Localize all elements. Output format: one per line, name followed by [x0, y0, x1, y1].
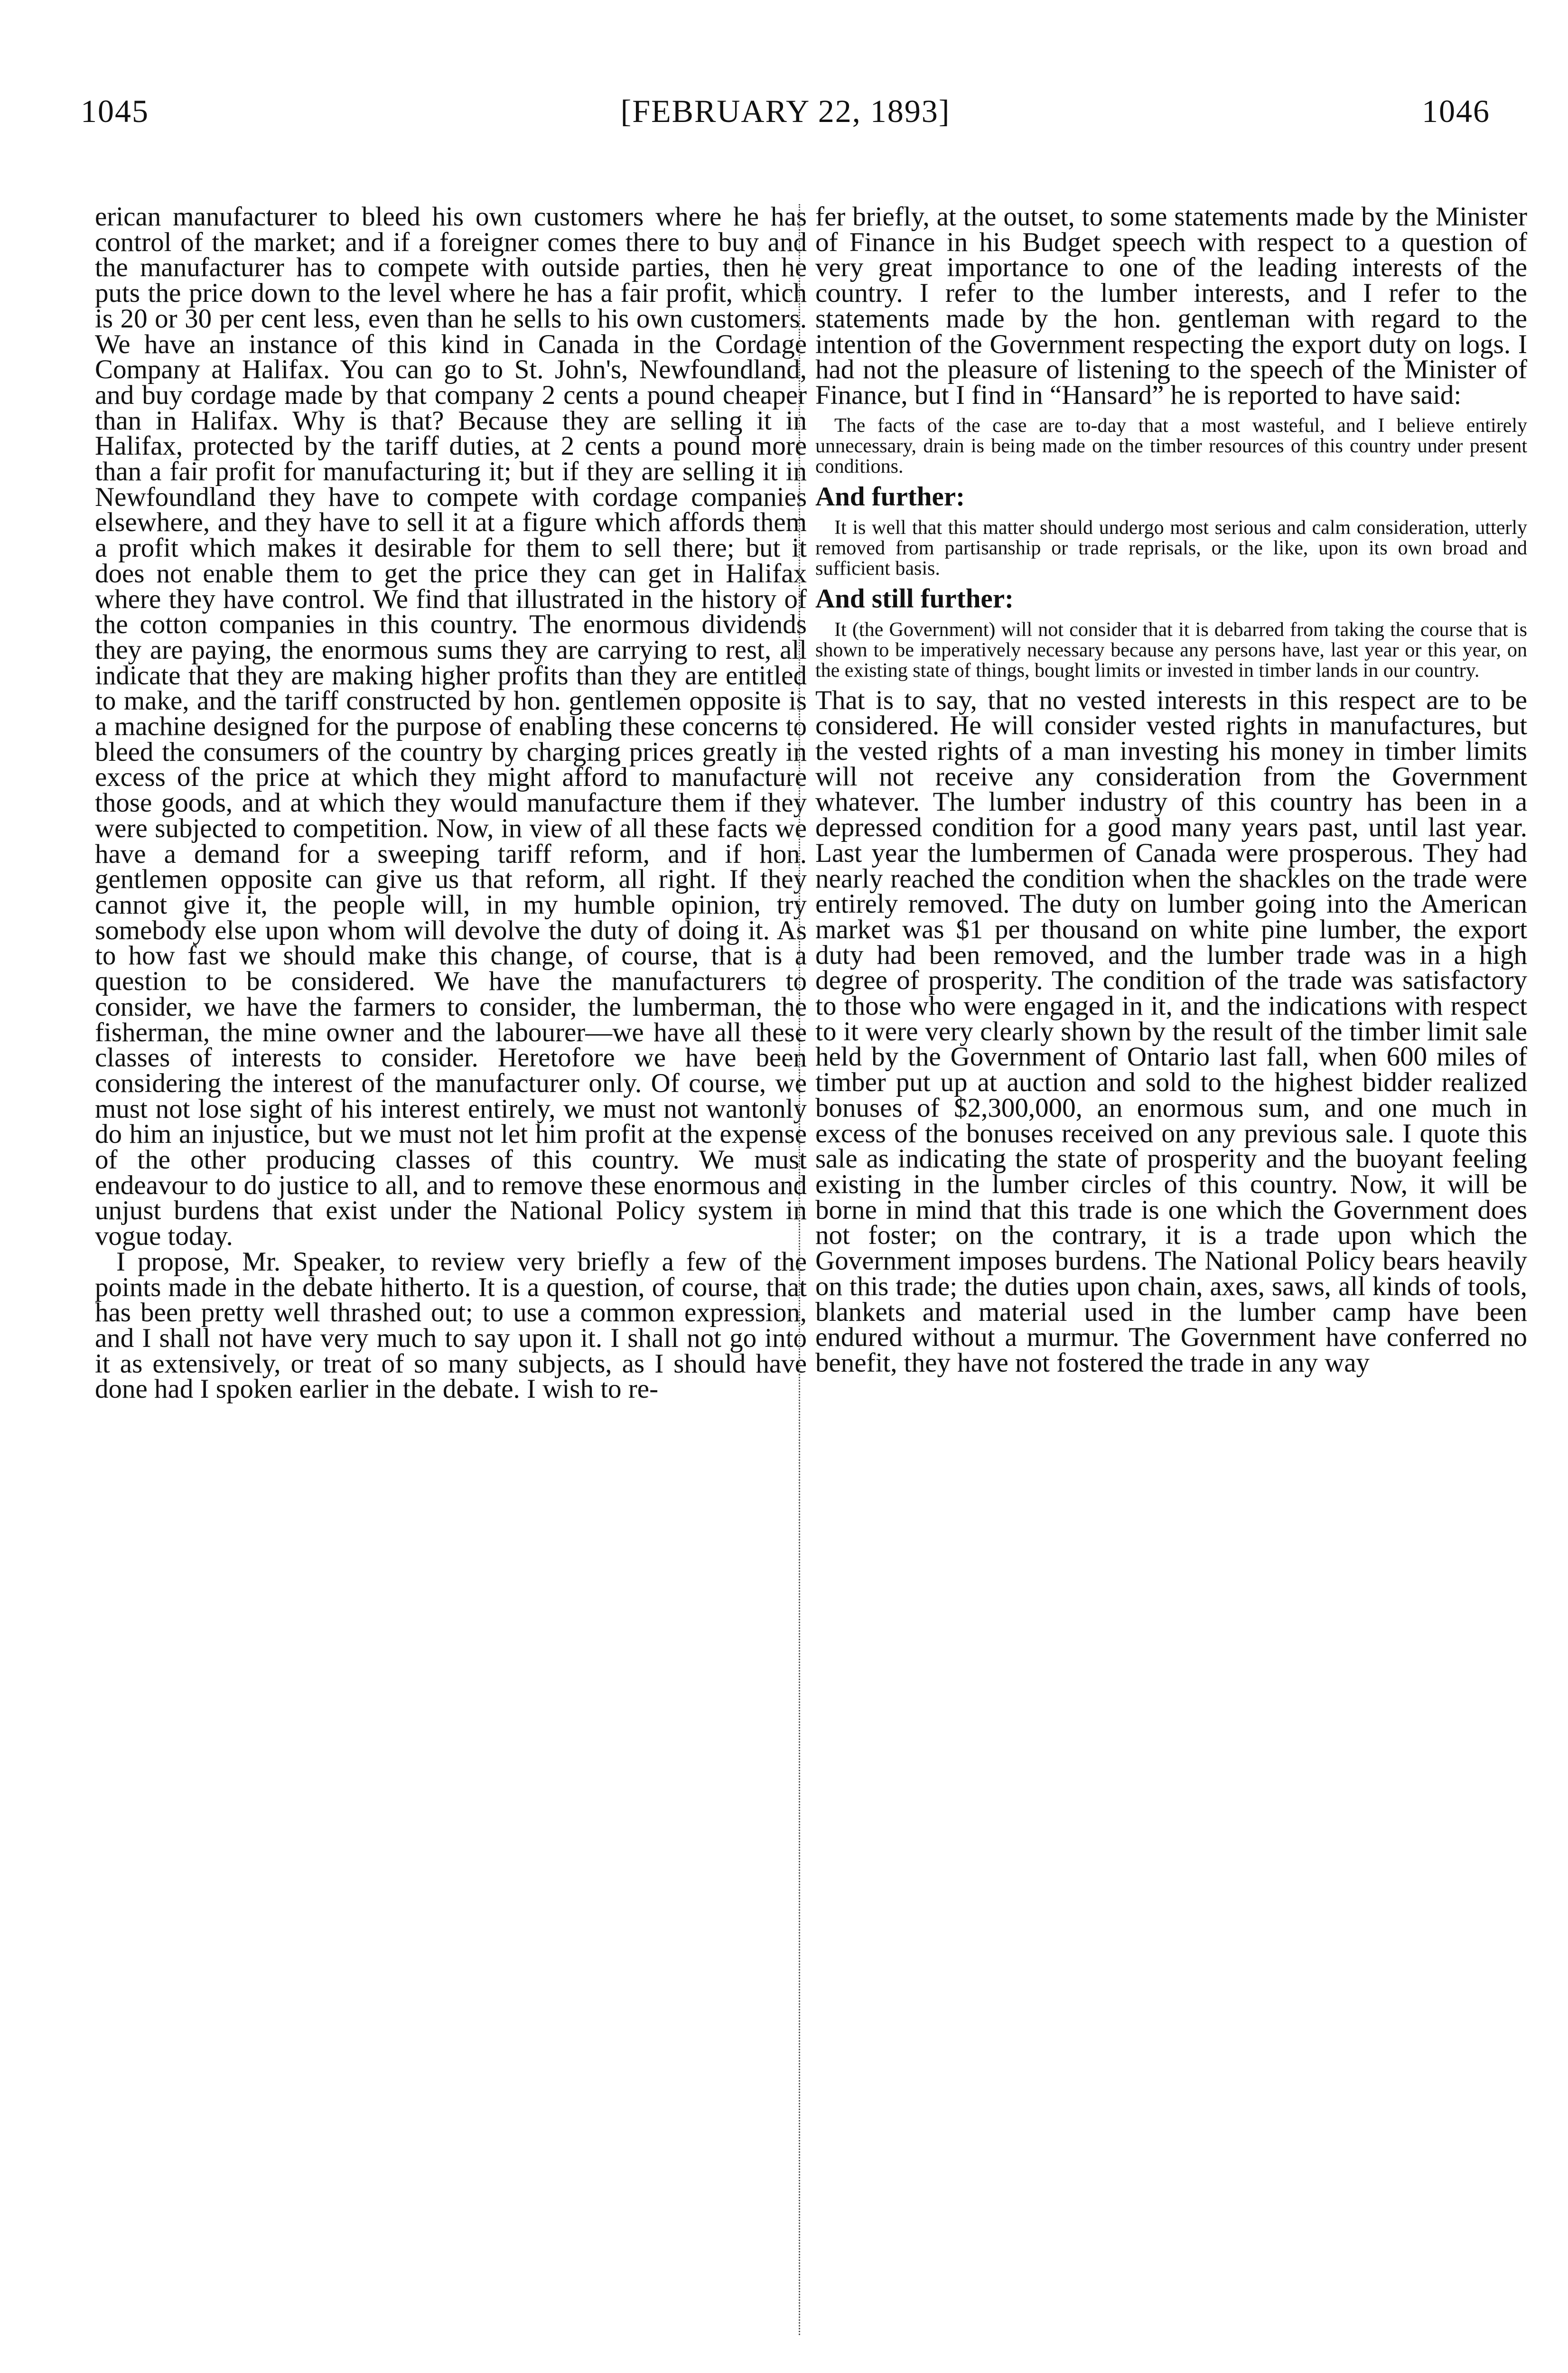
right-intro-paragraph: fer briefly, at the outset, to some statements made by the Minister of Finance in his Budget speech with respect to a question of very great importance to one of the leading interests of the country. I refer to the lumber interests, and I refer to the statements made by the hon. gentleman with regard to the intention of the Government respecting the export duty on logs. I had not the pleasure of listening to the speech of the Minister of Finance, but I find in “Hansard” he is reported to have said:	[815, 202, 1527, 410]
lead-in-2: And still further:	[815, 583, 1014, 614]
right-body-paragraph: That is to say, that no vested interests in this respect are to be considered. He will consider vested rights in manufactures, but the vested rights of a man investing his money in timber limits will not receive any consideration from the Government whatever. The lumber industry of this country has been in a depressed condition for a good many years past, until last year. Last year the lumbermen of Canada were prosperous. They had nearly reached the condition when the shackles on the trade were entirely removed. The duty on lumber going into the American market was $1 per thousand on white pine lumber, the export duty had been removed, and the lumber trade was in a high degree of prosperity. The condition of the trade was satisfactory to those who were engaged in it, and the indications with respect to it were very clearly shown by the result of the timber limit sale held by the Government of Ontario last fall, when 600 miles of timber put up at auction and sold to the highest bidder realized bonuses of $2,300,000, an enormous sum, and one much in excess of the bonuses received on any previous sale. I quote this sale as indicating the state of prosperity and the buoyant feeling existing in the lumber circles of this country. Now, it will be borne in mind that this trade is one which the Government does not foster; on the contrary, it is a trade upon which the Government imposes burdens. The National Policy bears heavily on this trade; the duties upon chain, axes, saws, all kinds of tools, blankets and material used in the lumber camp have been endured without a murmur. The Government have conferred no benefit, they have not fostered the trade in any way	[815, 685, 1527, 1378]
left-page-number: 1045	[81, 93, 149, 129]
left-column	[95, 204, 807, 1402]
quote-3: It (the Government) will not consider that it is debarred from taking the course that is shown to be imperatively necessary because any persons have, last year or this year, on the existing state of things, bought limits or invested in timber lands in our country.	[815, 618, 1527, 682]
lead-in-1: And further:	[815, 481, 965, 512]
page-date: [FEBRUARY 22, 1893]	[620, 93, 951, 129]
quote-1: The facts of the case are to-day that a most wasteful, and I believe entirely unnecessary, drain is being made on the timber resources of this country under present conditions.	[815, 414, 1527, 477]
left-paragraph-1: erican manufacturer to bleed his own customers where he has control of the market; and if a foreigner comes there to buy and the manufacturer has to compete with outside parties, then he puts the price down to the level where he has a fair profit, which is 20 or 30 per cent less, even than he sells to his own customers. We have an instance of this kind in Canada in the Cordage Company at Halifax. You can go to St. John's, Newfoundland, and buy cordage made by that company 2 cents a pound cheaper than in Halifax. Why is that? Because they are selling it in Halifax, protected by the tariff duties, at 2 cents a pound more than a fair profit for manufacturing it; but if they are selling it in Newfoundland they have to compete with cordage companies elsewhere, and they have to sell it at a figure which affords them a profit which makes it desirable for them to sell there; but it does not enable them to get the price they can get in Halifax where they have control. We find that illustrated in the history of the cotton companies in this country. The enormous dividends they are paying, the enormous sums they are carrying to rest, all indicate that they are making higher profits than they are entitled to make, and the tariff constructed by hon. gentlemen opposite is a machine designed for the purpose of enabling these concerns to bleed the consumers of the country by charging prices greatly in excess of the price at which they might afford to manufacture those goods, and at which they would manufacture them if they were subjected to competition. Now, in view of all these facts we have a demand for a sweeping tariff reform, and if hon. gentlemen opposite can give us that reform, all right. If they cannot give it, the people will, in my humble opinion, try somebody else upon whom will devolve the duty of doing it. As to how fast we should make this change, of course, that is a question to be considered. We have the manufacturers to consider, we have the farmers to consider, the lumberman, the fisherman, the mine owner and the labourer—we have all these classes of interests to consider. Heretofore we have been considering the interest of the manufacturer only. Of course, we must not lose sight of his interest entirely, we must not wantonly do him an injustice, but we must not let him profit at the expense of the other producing classes of this country. We must endeavour to do justice to all, and to remove these enormous and unjust burdens that exist under the National Policy system in vogue today.	[95, 202, 807, 1252]
quote-2: It is well that this matter should undergo most serious and calm consideration, utterly removed from partisanship or trade reprisals, or the like, upon its own broad and sufficient basis.	[815, 516, 1527, 579]
column-divider	[799, 204, 800, 2335]
right-page-number: 1046	[1422, 93, 1490, 129]
left-paragraph-2: I propose, Mr. Speaker, to review very briefly a few of the points made in the debate hitherto. It is a question, of course, that has been pretty well thrashed out; to use a common expression, and I shall not have very much to say upon it. I shall not go into it as extensively, or treat of so many subjects, as I should have done had I spoken earlier in the debate. I wish to re-	[95, 1246, 807, 1404]
right-column	[815, 204, 1527, 1376]
page-header	[81, 93, 1490, 135]
